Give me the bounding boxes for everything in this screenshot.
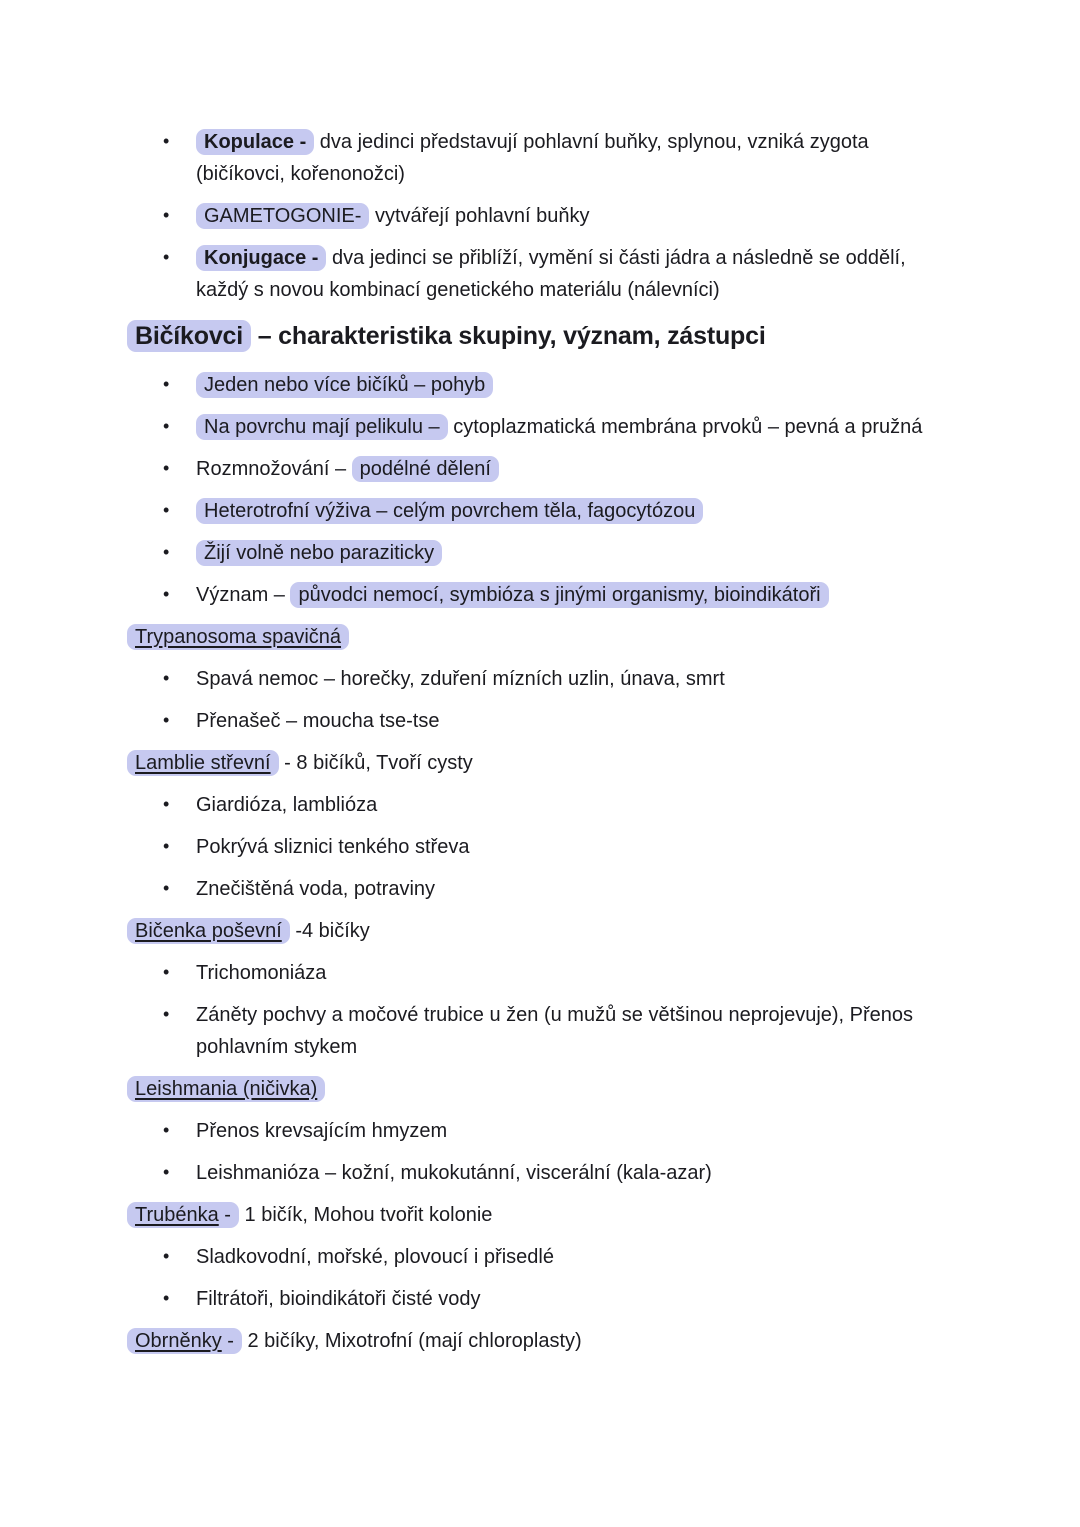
species-subheading [127, 1325, 952, 1357]
list-item [163, 579, 952, 611]
section-heading [127, 316, 952, 356]
bullet-icon: • [163, 247, 170, 267]
highlighted-text [127, 1202, 239, 1228]
text-run: Záněty pochvy a močové trubice u žen (u mužů se většinou neprojevuje), Přenos pohlavním stykem [196, 1004, 914, 1058]
bullet-icon: • [163, 1120, 170, 1140]
list-item [163, 495, 952, 527]
bullet-icon: • [163, 710, 170, 730]
list-item [163, 126, 952, 190]
bullet-icon: • [163, 416, 170, 436]
bullet-icon: • [163, 836, 170, 856]
text-run: Bičenka poševní [135, 920, 282, 942]
list-item [163, 1241, 952, 1273]
bullet-icon: • [163, 794, 170, 814]
bullet-icon: • [163, 542, 170, 562]
text-run: - [218, 1204, 231, 1226]
bullet-icon: • [163, 500, 170, 520]
list-item [163, 873, 952, 905]
list-item [163, 200, 952, 232]
bullet-icon: • [163, 1162, 170, 1182]
text-run: Jeden nebo více bičíků – pohyb [204, 374, 486, 396]
text-run: – charakteristika skupiny, význam, zástupci [250, 322, 766, 350]
highlighted-text [196, 129, 314, 155]
bullet-icon: • [163, 1246, 170, 1266]
text-run: Leishmanióza – kožní, mukokutánní, viscerální (kala-azar) [196, 1162, 712, 1184]
species-subheading [127, 1073, 952, 1105]
text-run: 2 bičíky, Mixotrofní (mají chloroplasty) [241, 1330, 582, 1352]
text-run: dva jedinci představují pohlavní buňky, splynou, vzniká zygota (bičíkovci, kořenonožci) [196, 131, 869, 185]
text-run: Lamblie střevní [135, 752, 271, 774]
bullet-icon: • [163, 131, 170, 151]
text-run: dva jedinci se přiblíží, vymění si části jádra a následně se oddělí, každý s novou kombinací genetického materiálu (nálevníci) [196, 247, 906, 301]
text-run: Filtrátoři, bioindikátoři čisté vody [196, 1288, 481, 1310]
list-item [163, 242, 952, 306]
list-item [163, 453, 952, 485]
list-item [163, 1115, 952, 1147]
text-run: Obrněnky [135, 1330, 222, 1352]
list-item [163, 999, 952, 1063]
highlighted-text [196, 245, 326, 271]
list-item [163, 411, 952, 443]
text-run: vytvářejí pohlavní buňky [369, 205, 590, 227]
text-run: Leishmania (ničivka) [135, 1078, 318, 1100]
text-run: Význam – [196, 584, 291, 606]
text-run: Přenos krevsajícím hmyzem [196, 1120, 448, 1142]
bullet-list [127, 789, 952, 905]
bullet-icon: • [163, 458, 170, 478]
highlighted-text [352, 456, 499, 482]
highlighted-text [127, 1076, 325, 1102]
highlighted-text [196, 414, 448, 440]
text-run: podélné dělení [359, 458, 491, 480]
bullet-list [127, 1115, 952, 1189]
bullet-list [127, 1241, 952, 1315]
bullet-icon: • [163, 668, 170, 688]
bullet-icon: • [163, 374, 170, 394]
document-content [127, 126, 952, 1357]
highlighted-text [196, 372, 493, 398]
text-run: Trubénka [135, 1204, 219, 1226]
text-run: Pokrývá sliznici tenkého střeva [196, 836, 470, 858]
list-item [163, 537, 952, 569]
highlighted-text [127, 320, 251, 352]
bullet-icon: • [163, 962, 170, 982]
text-run: - 8 bičíků, Tvoří cysty [278, 752, 473, 774]
list-item [163, 705, 952, 737]
highlighted-text [196, 540, 442, 566]
text-run: cytoplazmatická membrána prvoků – pevná a pružná [447, 416, 923, 438]
text-run: Giardióza, lamblióza [196, 794, 378, 816]
highlighted-text [290, 582, 828, 608]
text-run: Rozmnožování – [196, 458, 352, 480]
text-run: GAMETOGONIE- [204, 205, 362, 227]
bullet-icon: • [163, 205, 170, 225]
bullet-icon: • [163, 584, 170, 604]
text-run: Znečištěná voda, potraviny [196, 878, 436, 900]
list-item [163, 957, 952, 989]
bullet-icon: • [163, 1288, 170, 1308]
list-item [163, 369, 952, 401]
highlighted-text [127, 1328, 242, 1354]
species-subheading [127, 747, 952, 779]
bullet-list [127, 957, 952, 1063]
text-run: Bičíkovci [135, 322, 243, 350]
list-item [163, 663, 952, 695]
text-run: Na povrchu mají pelikulu – [204, 416, 440, 438]
list-item [163, 1283, 952, 1315]
bullet-icon: • [163, 1004, 170, 1024]
text-run: Trichomoniáza [196, 962, 327, 984]
text-run: -4 bičíky [289, 920, 370, 942]
text-run: Přenašeč – moucha tse-tse [196, 710, 440, 732]
text-run: Sladkovodní, mořské, plovoucí i přisedlé [196, 1246, 554, 1268]
species-subheading [127, 915, 952, 947]
text-run: původci nemocí, symbióza s jinými organismy, bioindikátoři [298, 584, 821, 606]
text-run: Žijí volně nebo paraziticky [204, 542, 435, 564]
text-run: Trypanosoma spavičná [135, 626, 342, 648]
highlighted-text [127, 624, 349, 650]
species-subheading [127, 621, 952, 653]
text-run: Heterotrofní výživa – celým povrchem těla, fagocytózou [204, 500, 696, 522]
bullet-list [127, 663, 952, 737]
highlighted-text [127, 918, 290, 944]
text-run: - [221, 1330, 234, 1352]
text-run: 1 bičík, Mohou tvořit kolonie [238, 1204, 493, 1226]
highlighted-text [196, 498, 703, 524]
text-run: Konjugace - [204, 247, 319, 269]
highlighted-text [127, 750, 279, 776]
bullet-list [127, 126, 952, 306]
text-run: Spavá nemoc – horečky, zduření mízních uzlin, únava, smrt [196, 668, 725, 690]
text-run: Kopulace - [204, 131, 307, 153]
bullet-icon: • [163, 878, 170, 898]
list-item [163, 1157, 952, 1189]
list-item [163, 789, 952, 821]
species-subheading [127, 1199, 952, 1231]
list-item [163, 831, 952, 863]
highlighted-text [196, 203, 369, 229]
bullet-list [127, 369, 952, 611]
